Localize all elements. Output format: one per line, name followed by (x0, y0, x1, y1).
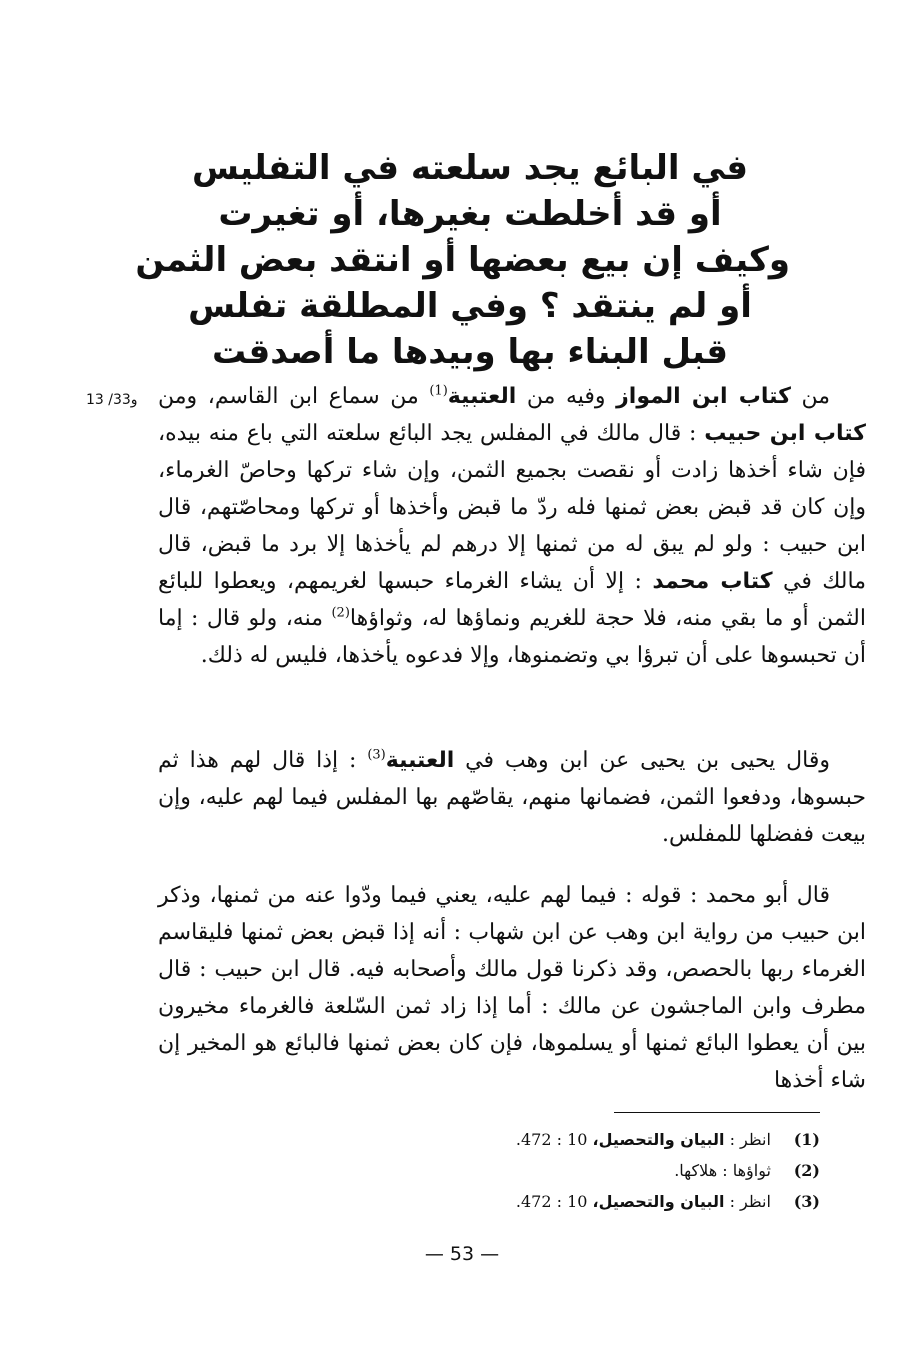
footnote-number: (1) (793, 1130, 820, 1149)
text-run: وفيه من (526, 384, 606, 409)
paragraph-1 (158, 378, 866, 674)
text-run: : إذا قال لهم هذا ثم حبسوها، ودفعوا الثمن، فضمانها منهم، يقاصّهم بها المفلس فيما لهم عليه، وإن بيعت ففضلها للمفلس. (158, 748, 866, 847)
manuscript-folio-reference: 13 /33و (86, 392, 138, 408)
paragraph-2 (158, 742, 866, 853)
footnote-text: انظر : (729, 1130, 771, 1149)
footnote-source: البيان والتحصيل، (592, 1130, 725, 1149)
text-run: : قال مالك في المفلس يجد البائع سلعته التي باع منه بيده، فإن شاء أخذها زادت أو نقصت بجميع الثمن، وإن شاء تركها وحاصّ الغرماء، وإن كان قد قبض بعض ثمنها فله ردّ ما قبض وأخذها أو تركها ومحاصّتهم، قال ابن حبيب : ولو لم يبق له من ثمنها إلا درهم لم يأخذها إلا برد ما قبض، قال مالك في (158, 421, 866, 594)
title-line: في البائع يجد سلعته في التفليس (191, 148, 749, 188)
footnote-source: البيان والتحصيل، (592, 1192, 725, 1211)
footnote-text: انظر : (729, 1192, 771, 1211)
text-run: من (801, 384, 830, 409)
footnote-marker: (1) (429, 383, 448, 399)
footnote-ref: 10 : 472. (515, 1130, 588, 1149)
footnote-ref: 10 : 472. (515, 1192, 588, 1211)
footnote (400, 1155, 820, 1186)
title-line: وكيف إن بيع بعضها أو انتقد بعض الثمن (135, 240, 790, 280)
title-line: قبل البناء بها وبيدها ما أصدقت (212, 332, 728, 372)
text-run: منه، ولو قال : إما أن تحبسوها على أن تبرؤا بي وتضمنوها، وإلا فدعوه يأخذها، فليس له ذلك. (158, 606, 866, 668)
book-title: كتاب ابن حبيب (704, 421, 866, 446)
page-number: — 53 — (424, 1243, 500, 1265)
footnote-text: ثواؤها : هلاكها. (674, 1161, 771, 1180)
title-line: أو قد أخلطت بغيرها، أو تغيرت (218, 194, 722, 234)
text-run: قال أبو محمد : قوله : فيما لهم عليه، يعني فيما ودّوا عنه من ثمنها، وذكر ابن حبيب من رواية ابن وهب عن ابن شهاب : أنه إذا قبض بعض ثمنها فليقاسم الغرماء ربها بالحصص، وقد ذكرنا قول مالك وأصحابه فيه. قال ابن حبيب : قال مطرف وابن الماجشون عن مالك : أما إذا زاد ثمن السّلعة فالغرماء مخيرون بين أن يعطوا البائع ثمنها أو يسلموها، فإن كان بعض ثمنها فالبائع هو المخير إن شاء أخذها (158, 883, 866, 1093)
chapter-title (135, 145, 790, 375)
book-title: العتبية (447, 384, 517, 409)
footnote-marker: (2) (331, 605, 350, 621)
footnote-separator (614, 1112, 820, 1113)
footnote-number: (2) (793, 1161, 820, 1180)
title-line: أو لم ينتقد ؟ وفي المطلقة تفلس (188, 286, 752, 326)
footnote (400, 1186, 820, 1217)
text-run: من سماع ابن القاسم، ومن (158, 384, 419, 409)
paragraph-3 (158, 877, 866, 1099)
text-run: وقال يحيى بن يحيى عن ابن وهب في (465, 748, 830, 773)
footnote-marker: (3) (367, 747, 386, 763)
footnote (400, 1124, 820, 1155)
footnote-number: (3) (793, 1192, 820, 1211)
book-title: العتبية (385, 748, 455, 773)
text-run: : إلا أن يشاء الغرماء حبسها لغريمهم، ويعطوا للبائع الثمن أو ما بقي منه، فلا حجة للغريم ونماؤها له، وثواؤها (158, 569, 867, 631)
book-title: كتاب محمد (652, 569, 773, 594)
footnotes (400, 1124, 820, 1217)
book-title: كتاب ابن المواز (616, 384, 791, 409)
